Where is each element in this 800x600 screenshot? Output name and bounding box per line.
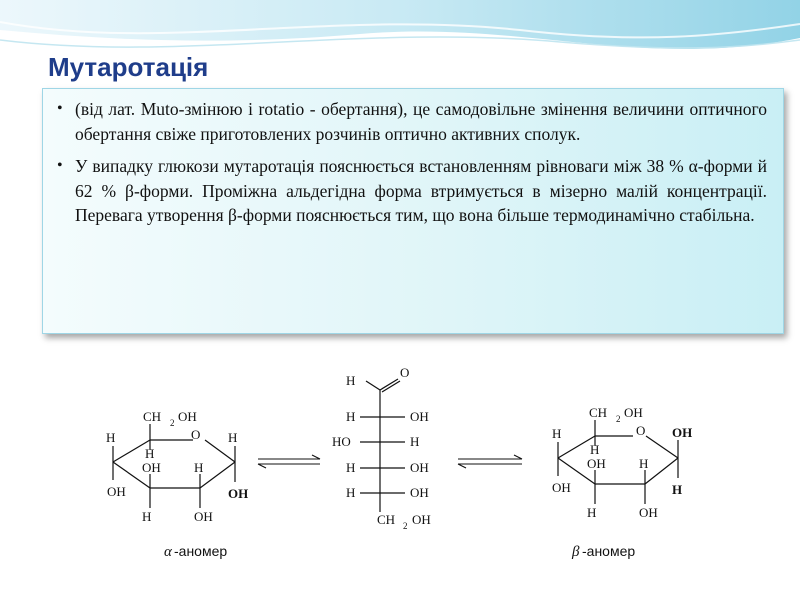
alpha-h-c4-up: H (106, 430, 116, 445)
beta-ch2oh-label: CH (589, 405, 608, 420)
equilibrium-arrows-left (258, 455, 320, 468)
alpha-ch2oh-label: CH (143, 409, 162, 424)
beta-anomer-label: -аномер (582, 543, 636, 559)
chain-c5-h: H (346, 485, 356, 500)
alpha-ch2oh-subscript: 2 (170, 418, 175, 428)
chain-c4-oh: OH (410, 460, 429, 475)
beta-h-c1-anomeric: H (672, 482, 683, 497)
chain-ch2oh-subscript: 2 (403, 521, 408, 531)
bullet-text: (від лат. Muto-змінюю і rotatio - обертання), це самодовільне змінення величини оптичного обертання свіже приготовлених розчинів оптично активних сполук. (75, 99, 767, 144)
bullet-list (53, 97, 767, 228)
chain-c2-h: H (346, 409, 356, 424)
alpha-anomer-structure (113, 424, 238, 508)
chain-c3-ho: HO (332, 434, 351, 449)
chain-aldehyde-o: O (400, 365, 410, 380)
beta-symbol: β (572, 544, 580, 560)
chain-c4-h: H (346, 460, 356, 475)
mutarotation-diagram (0, 350, 800, 600)
chain-aldehyde-h: H (346, 373, 356, 388)
beta-h-c3: H (587, 505, 597, 520)
alpha-h-c1: H (228, 430, 238, 445)
content-box (42, 88, 784, 334)
bullet-dot-icon: • (57, 157, 63, 174)
chain-c2-oh: OH (410, 409, 429, 424)
alpha-h-c3: H (142, 509, 152, 524)
alpha-oh-c1-anomeric: OH (228, 486, 249, 501)
bullet-text: У випадку глюкози мутаротація пояснюється встановленням рівноваги між 38 % α-форми й 62 % β-форми. Проміжна альдегідна форма втримується в мізерно малій концентрації. Перевага утворення β-форми пояснюється тим, що вона більше термодинамічно стабільна. (75, 156, 767, 225)
beta-h-c4-up: H (552, 426, 562, 441)
beta-ring-oxygen: O (636, 423, 646, 438)
chain-c3-h: H (410, 434, 420, 449)
slide-title: Мутаротація (48, 52, 209, 82)
alpha-h-c5: H (145, 446, 155, 461)
beta-oh-c3: OH (587, 456, 606, 471)
beta-oh-c1-anomeric: OH (672, 425, 693, 440)
alpha-ring-oxygen: O (191, 427, 201, 442)
beta-ch2oh-subscript: 2 (616, 414, 621, 424)
alpha-symbol: α (164, 544, 172, 560)
equilibrium-arrows-right (458, 455, 522, 468)
beta-h-c2: H (639, 456, 649, 471)
chain-ch2oh-label: CH (377, 512, 396, 527)
bullet-dot-icon: • (57, 100, 63, 117)
open-chain-structure (360, 379, 405, 512)
alpha-anomer-label: -аномер (174, 543, 228, 559)
bullet-item-glucose (53, 154, 767, 228)
beta-oh-c4: OH (552, 480, 571, 495)
alpha-oh-c2: OH (194, 509, 213, 524)
chain-c5-oh: OH (410, 485, 429, 500)
bullet-item-definition (53, 97, 767, 146)
alpha-oh-c3: OH (142, 460, 161, 475)
beta-oh-c2: OH (639, 505, 658, 520)
beta-anomer-structure (558, 420, 678, 504)
alpha-h-c2: H (194, 460, 204, 475)
alpha-ch2oh-tail: OH (178, 409, 197, 424)
chain-ch2oh-tail: OH (412, 512, 431, 527)
beta-ch2oh-tail: OH (624, 405, 643, 420)
beta-h-c5: H (590, 442, 600, 457)
alpha-oh-c4: OH (107, 484, 126, 499)
